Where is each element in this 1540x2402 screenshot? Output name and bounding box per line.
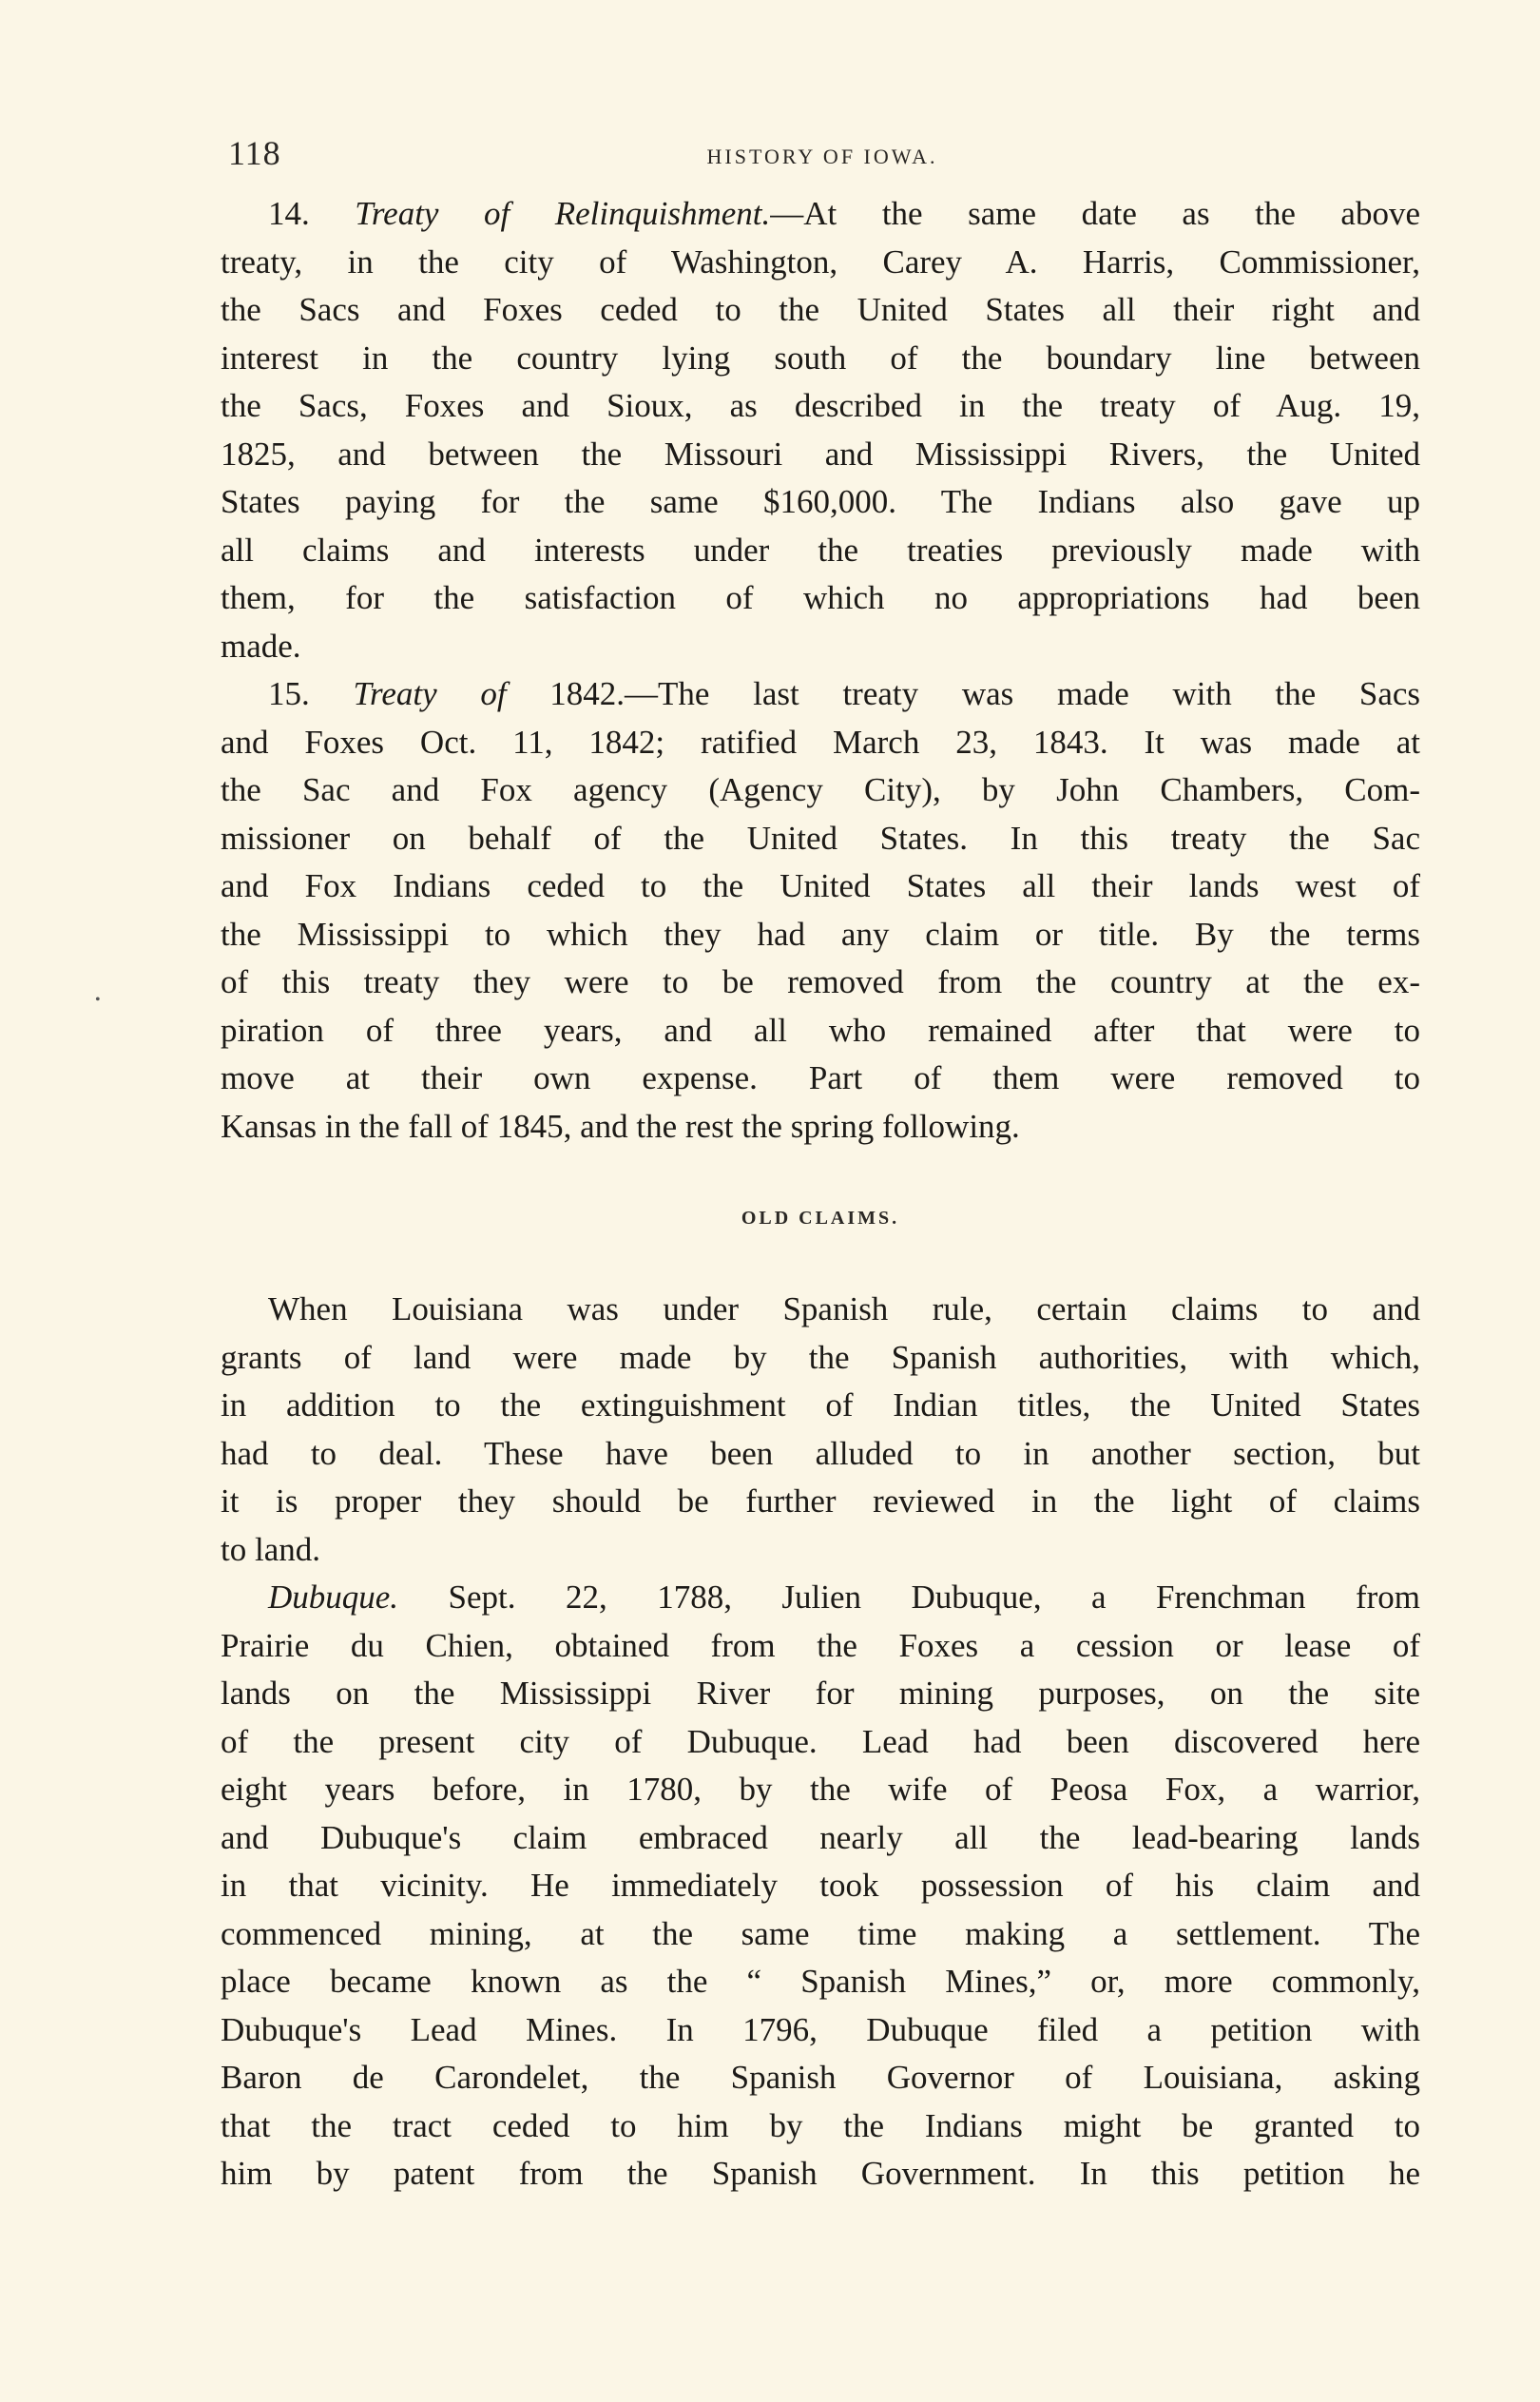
section-15-title-italic: Treaty of <box>353 675 507 712</box>
section-14-title: Treaty of Relinquishment. <box>355 195 771 232</box>
dubuque-line: commenced mining, at the same time making a settlement. The <box>221 1914 1420 1952</box>
section-15-line: piration of three years, and all who remained after that were to <box>221 1011 1420 1049</box>
section-15-line: missioner on behalf of the United States. In this treaty the Sac <box>221 819 1420 857</box>
section-14-line: 1825, and between the Missouri and Mississippi Rivers, the United <box>221 435 1420 473</box>
dubuque-line: of the present city of Dubuque. Lead had been discovered here <box>221 1722 1420 1760</box>
dubuque-line: Dubuque's Lead Mines. In 1796, Dubuque filed a petition with <box>221 2010 1420 2048</box>
section-15-line: the Sac and Fox agency (Agency City), by John Chambers, Com- <box>221 771 1420 808</box>
section-14-line: made. <box>221 627 301 665</box>
dubuque-line: and Dubuque's claim embraced nearly all the lead-bearing lands <box>221 1818 1420 1856</box>
dubuque-line: lands on the Mississippi River for mining purposes, on the site <box>221 1675 1420 1712</box>
dubuque-line: Prairie du Chien, obtained from the Foxes a cession or lease of <box>221 1626 1420 1664</box>
body-text <box>221 190 1420 2199</box>
section-14-line: interest in the country lying south of the boundary line between <box>221 339 1420 377</box>
old-claims-line: to land. <box>221 1530 320 1568</box>
dubuque-line: that the tract ceded to him by the Indians might be granted to <box>221 2106 1420 2144</box>
dubuque-line: him by patent from the Spanish Government. In this petition he <box>221 2155 1420 2192</box>
section-15-number: 15. <box>268 675 310 712</box>
section-15-line: of this treaty they were to be removed from the country at the ex- <box>221 963 1420 1000</box>
dubuque-line: place became known as the “ Spanish Mines,” or, more commonly, <box>221 1963 1420 2000</box>
section-14-line: 14. Treaty of Relinquishment.—At the same date as the above <box>268 195 1420 232</box>
section-15-line: Kansas in the fall of 1845, and the rest the spring following. <box>221 1107 1020 1145</box>
running-head: HISTORY OF IOWA. <box>706 145 938 168</box>
section-14-line: them, for the satisfaction of which no appropriations had been <box>221 579 1420 616</box>
dubuque-title: Dubuque. <box>268 1579 399 1616</box>
old-claims-heading: OLD CLAIMS. <box>741 1208 900 1229</box>
section-14-number: 14. <box>268 195 310 232</box>
page-header <box>228 133 1416 181</box>
old-claims-line: in addition to the extinguishment of Indian titles, the United States <box>221 1386 1420 1424</box>
section-15-line: the Mississippi to which they had any claim or title. By the terms <box>221 915 1420 953</box>
section-14-line: treaty, in the city of Washington, Carey A. Harris, Commissioner, <box>221 242 1420 281</box>
section-15-title-year: 1842. <box>506 675 626 712</box>
dubuque-line: eight years before, in 1780, by the wife of Peosa Fox, a warrior, <box>221 1771 1420 1808</box>
old-claims-line: grants of land were made by the Spanish authorities, with which, <box>221 1338 1420 1376</box>
section-15-line: move at their own expense. Part of them were removed to <box>221 1059 1420 1096</box>
section-14-line: States paying for the same $160,000. The Indians also gave up <box>221 483 1420 520</box>
dubuque-line: Baron de Carondelet, the Spanish Governor of Louisiana, asking <box>221 2059 1420 2096</box>
old-claims-line: it is proper they should be further reviewed in the light of claims <box>221 1482 1420 1520</box>
section-15-line: 15. Treaty of 1842.—The last treaty was made with the Sacs <box>268 675 1420 712</box>
section-14-line: all claims and interests under the treaties previously made with <box>221 531 1420 569</box>
dubuque-line: Dubuque. Sept. 22, 1788, Julien Dubuque, a Frenchman from <box>268 1579 1420 1616</box>
dubuque-line: in that vicinity. He immediately took possession of his claim and <box>221 1867 1420 1904</box>
section-15-line: and Fox Indians ceded to the United States all their lands west of <box>221 867 1420 904</box>
page-number: 118 <box>228 134 281 172</box>
section-14-line: the Sacs, Foxes and Sioux, as described in the treaty of Aug. 19, <box>221 387 1420 424</box>
old-claims-line: When Louisiana was under Spanish rule, certain claims to and <box>268 1290 1420 1327</box>
margin-mark: • <box>95 992 101 1008</box>
section-14-line: the Sacs and Foxes ceded to the United States all their right and <box>221 291 1420 328</box>
old-claims-line: had to deal. These have been alluded to in another section, but <box>221 1434 1420 1472</box>
section-15-line: and Foxes Oct. 11, 1842; ratified March 23, 1843. It was made at <box>221 723 1420 761</box>
